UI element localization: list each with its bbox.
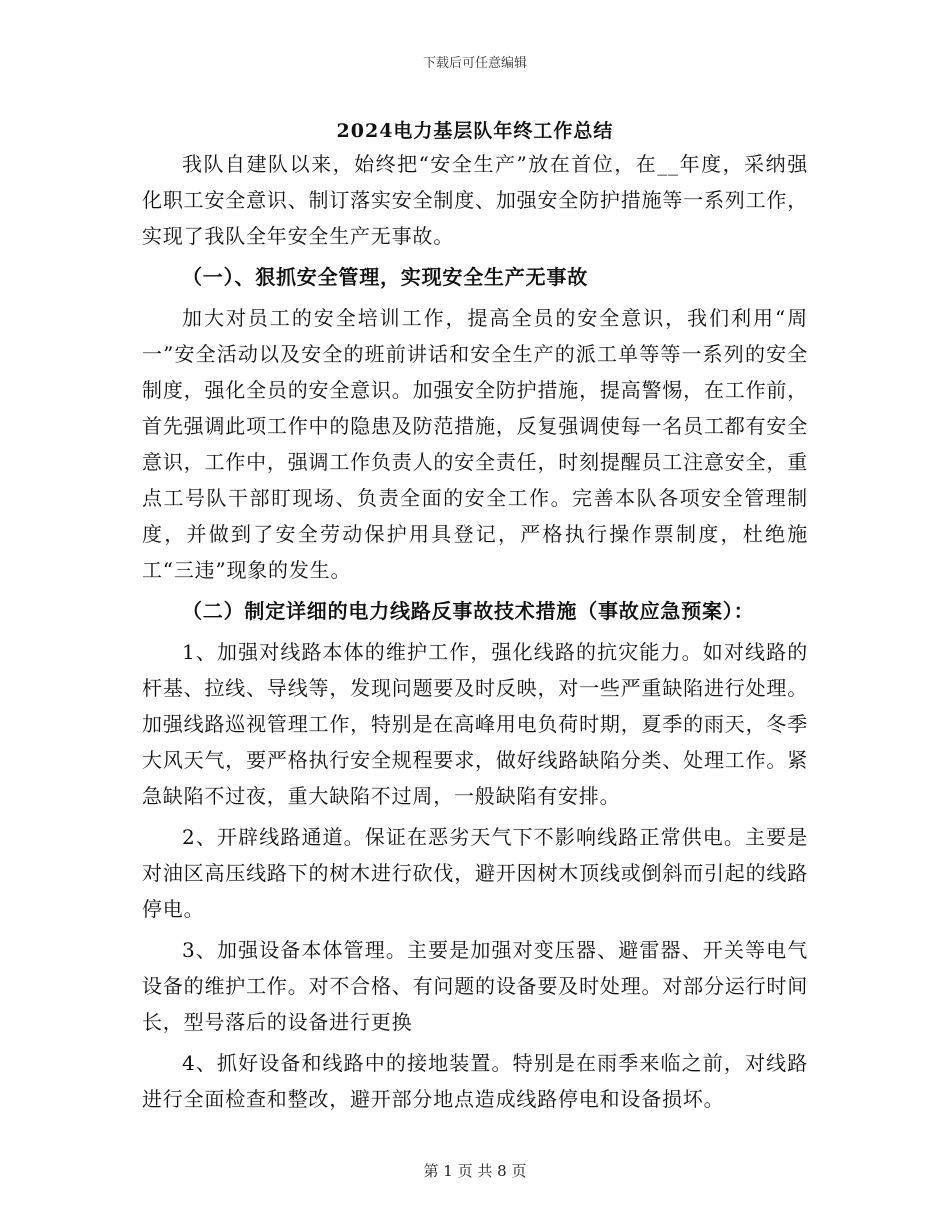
safety-management-paragraph: 加大对员工的安全培训工作，提高全员的安全意识，我们利用“周一”安全活动以及安全的班前讲话和安全生产的派工单等等一系列的安全制度，强化全员的安全意识。加强安全防护措施，提高警惕，在工作前，首先强调此项工作中的隐患及防范措施，反复强调使每一名员工都有安全意识，工作中，强调工作负责人的安全责任，时刻提醒员工注意安全，重点工号队干部盯现场、负责全面的安全工作。完善本队各项安全管理制度，并做到了安全劳动保护用具登记，严格执行操作票制度，杜绝施工“三违”现象的发生。 <box>142 306 808 582</box>
page-number: 第 1 页 共 8 页 <box>423 1162 527 1180</box>
document-title: 2024电力基层队年终工作总结 <box>336 120 614 142</box>
section-heading-1: （一）、狠抓安全管理，实现安全生产无事故 <box>182 265 588 289</box>
section-heading-2: （二）制定详细的电力线路反事故技术措施（事故应急预案）： <box>182 599 755 623</box>
header-note: 下载后可任意编辑 <box>422 56 527 71</box>
document-body <box>142 146 808 1117</box>
measure-item-1: 1、加强对线路本体的维护工作，强化线路的抗灾能力。如对线路的杆基、拉线、导线等，发现问题要及时反映，对一些严重缺陷进行处理。加强线路巡视管理工作，特别是在高峰用电负荷时期，夏季的雨天，冬季大风天气，要严格执行安全规程要求，做好线路缺陷分类、处理工作。紧急缺陷不过夜，重大缺陷不过周，一般缺陷有安排。 <box>142 640 808 808</box>
measure-item-3: 3、加强设备本体管理。主要是加强对变压器、避雷器、开关等电气设备的维护工作。对不合格、有问题的设备要及时处理。对部分运行时间长，型号落后的设备进行更换 <box>142 938 808 1034</box>
measure-item-2: 2、开辟线路通道。保证在恶劣天气下不影响线路正常供电。主要是对油区高压线路下的树木进行砍伐，避开因树木顶线或倒斜而引起的线路停电。 <box>142 825 808 921</box>
measure-item-4: 4、抓好设备和线路中的接地装置。特别是在雨季来临之前，对线路进行全面检查和整改，避开部分地点造成线路停电和设备损坏。 <box>142 1051 808 1111</box>
intro-paragraph: 我队自建队以来，始终把“安全生产”放在首位，在__年度，采纳强化职工安全意识、制订落实安全制度、加强安全防护措施等一系列工作，实现了我队全年安全生产无事故。 <box>142 152 808 248</box>
